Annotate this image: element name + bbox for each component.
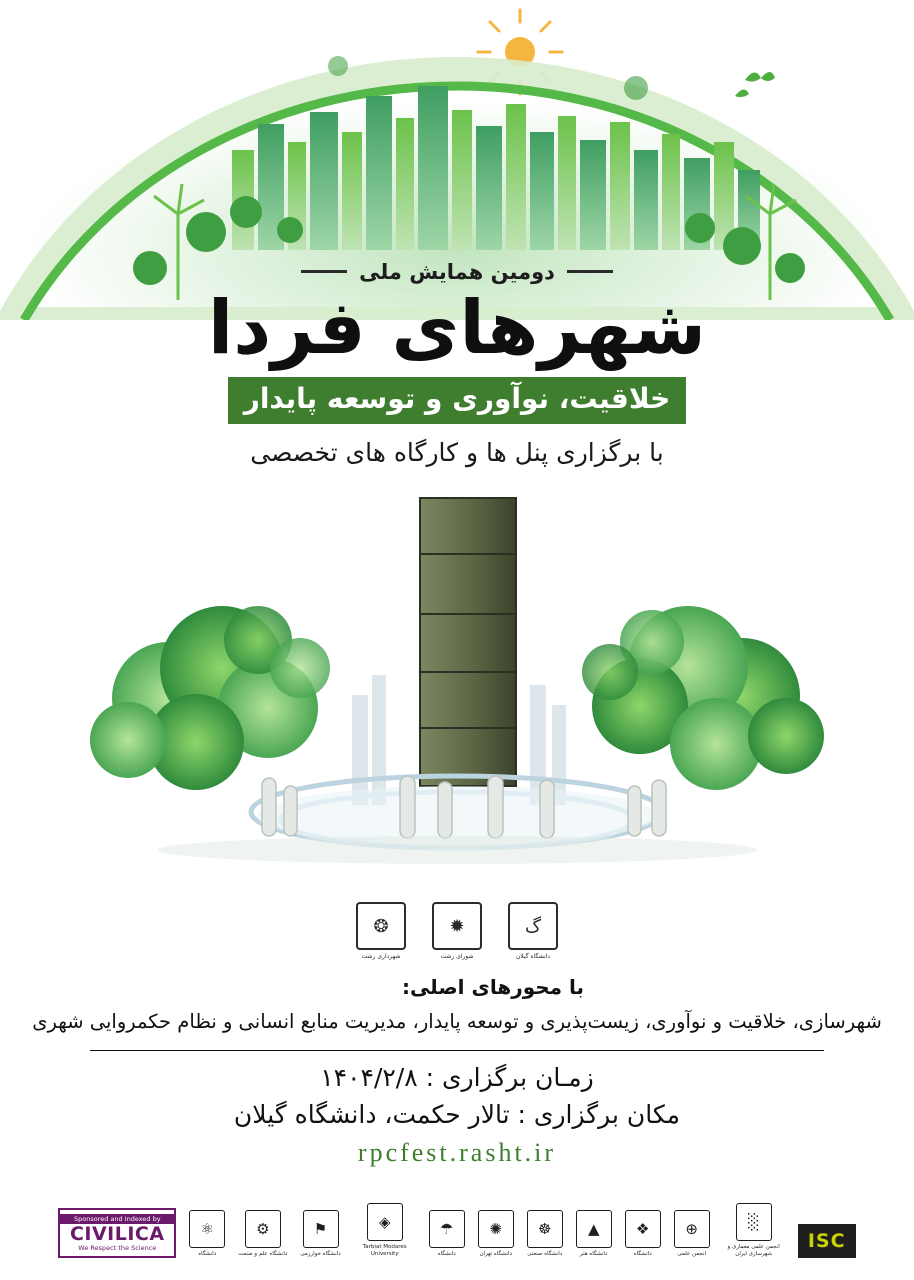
organizer-logos [0, 898, 914, 960]
sponsor-10-icon: ❖ [625, 1210, 661, 1248]
topics-label: با محورهای اصلی: [401, 975, 585, 999]
sponsor-2-icon: ⚛ [189, 1210, 225, 1248]
sponsor-7-icon: ✺ [478, 1210, 514, 1248]
secondary-subtitle: با برگزاری پنل ها و کارگاه های تخصصی [250, 437, 664, 467]
university-of-guilan-logo [502, 898, 564, 960]
rasht-municipality-logo [350, 898, 412, 960]
guilan-mark-icon: گ [508, 902, 558, 950]
sponsor-11-icon: ⊕ [674, 1210, 710, 1248]
sponsor-12-icon: ░ [736, 1203, 772, 1241]
central-illustration [0, 490, 914, 890]
pretitle-row [301, 260, 613, 284]
civilica-logo [58, 1208, 176, 1258]
rasht-city-council-logo [426, 898, 488, 960]
event-details [0, 1055, 914, 1129]
sponsor-logo-3 [238, 1198, 287, 1258]
tarbiat-modares-caption: Tarbiat Modares University [362, 1244, 407, 1258]
tarbiat-modares-logo [354, 1198, 416, 1258]
sponsor-10-caption: دانشگاه [633, 1251, 652, 1258]
sponsor-11-caption: انجمن علمی [677, 1251, 707, 1258]
tree-cluster-right [582, 606, 824, 790]
sponsor-logo-9 [576, 1198, 612, 1258]
sponsor-8-icon: ☸ [527, 1210, 563, 1248]
sponsor-6-icon: ☂ [429, 1210, 465, 1248]
sponsor-logo-7 [478, 1198, 514, 1258]
event-venue: مکان برگزاری : تالار حکمت، دانشگاه گیلان [233, 1100, 681, 1129]
sponsor-7-caption: دانشگاه تهران [479, 1251, 512, 1258]
sponsor-8-caption: دانشگاه صنعتی [527, 1251, 563, 1258]
isc-logo [798, 1198, 856, 1258]
pretitle-text: دومین همایش ملی [359, 259, 555, 284]
sponsor-4-icon: ⚑ [303, 1210, 339, 1248]
topics-body: شهرسازی، خلاقیت و نوآوری، زیست‌پذیری و توسعه پایدار، مدیریت منابع انسانی و نظام حکمروایی شهری [32, 1010, 882, 1033]
sponsor-3-icon: ⚙ [245, 1210, 281, 1248]
sponsor-3-caption: دانشگاه علم و صنعت [238, 1251, 288, 1258]
sponsor-4-caption: دانشگاه خوارزمی [300, 1251, 341, 1258]
tarbiat-modares-icon: ◈ [367, 1203, 403, 1241]
sponsor-logo-11 [674, 1198, 710, 1258]
sponsor-logo-6 [429, 1198, 465, 1258]
council-caption: شورای رشت [440, 953, 474, 960]
sponsor-9-caption: دانشگاه هنر [580, 1251, 608, 1258]
central-illustration-svg [0, 490, 914, 890]
topics-section [0, 975, 914, 1036]
municipality-caption: شهرداری رشت [361, 953, 401, 960]
pretitle-rule-left [301, 270, 347, 273]
sponsor-logo-2 [189, 1198, 225, 1258]
sponsor-2-caption: دانشگاه [198, 1251, 217, 1258]
civilica-tagline: We Respect the Science [78, 1244, 157, 1253]
section-divider [90, 1050, 824, 1051]
page-title: شهرهای فردا [207, 284, 707, 371]
pretitle-rule-right [567, 270, 613, 273]
sponsor-6-caption: دانشگاه [437, 1251, 456, 1258]
guilan-caption: دانشگاه گیلان [515, 953, 551, 960]
butterfly-icon [735, 72, 775, 97]
civilica-wordmark: CIVILICA [69, 1222, 165, 1245]
event-website-link[interactable]: rpcfest.rasht.ir [357, 1138, 557, 1167]
sponsor-logo-12 [723, 1198, 785, 1258]
sponsor-9-icon: ▲ [576, 1210, 612, 1248]
municipality-mark-icon: ❂ [356, 902, 406, 950]
poster-heading [0, 258, 914, 467]
council-mark-icon: ✹ [432, 902, 482, 950]
sponsor-bar [0, 1198, 914, 1258]
sponsor-logo-10 [625, 1198, 661, 1258]
subtitle-banner: خلاقیت، نوآوری و توسعه پایدار [228, 377, 687, 424]
sponsor-12-caption: انجمن علمی معماری و شهرسازی ایران [727, 1244, 780, 1258]
tree-cluster-left [90, 606, 330, 790]
monument-tower [420, 498, 516, 786]
civilica-top-text: Sponsored and Indexed by [60, 1214, 174, 1224]
sponsor-logo-4 [300, 1198, 340, 1258]
isc-wordmark: ISC [798, 1224, 856, 1258]
event-datetime: زمـان برگزاری : ۱۴۰۴/۲/۸ [320, 1063, 594, 1092]
sponsor-logo-8 [527, 1198, 563, 1258]
